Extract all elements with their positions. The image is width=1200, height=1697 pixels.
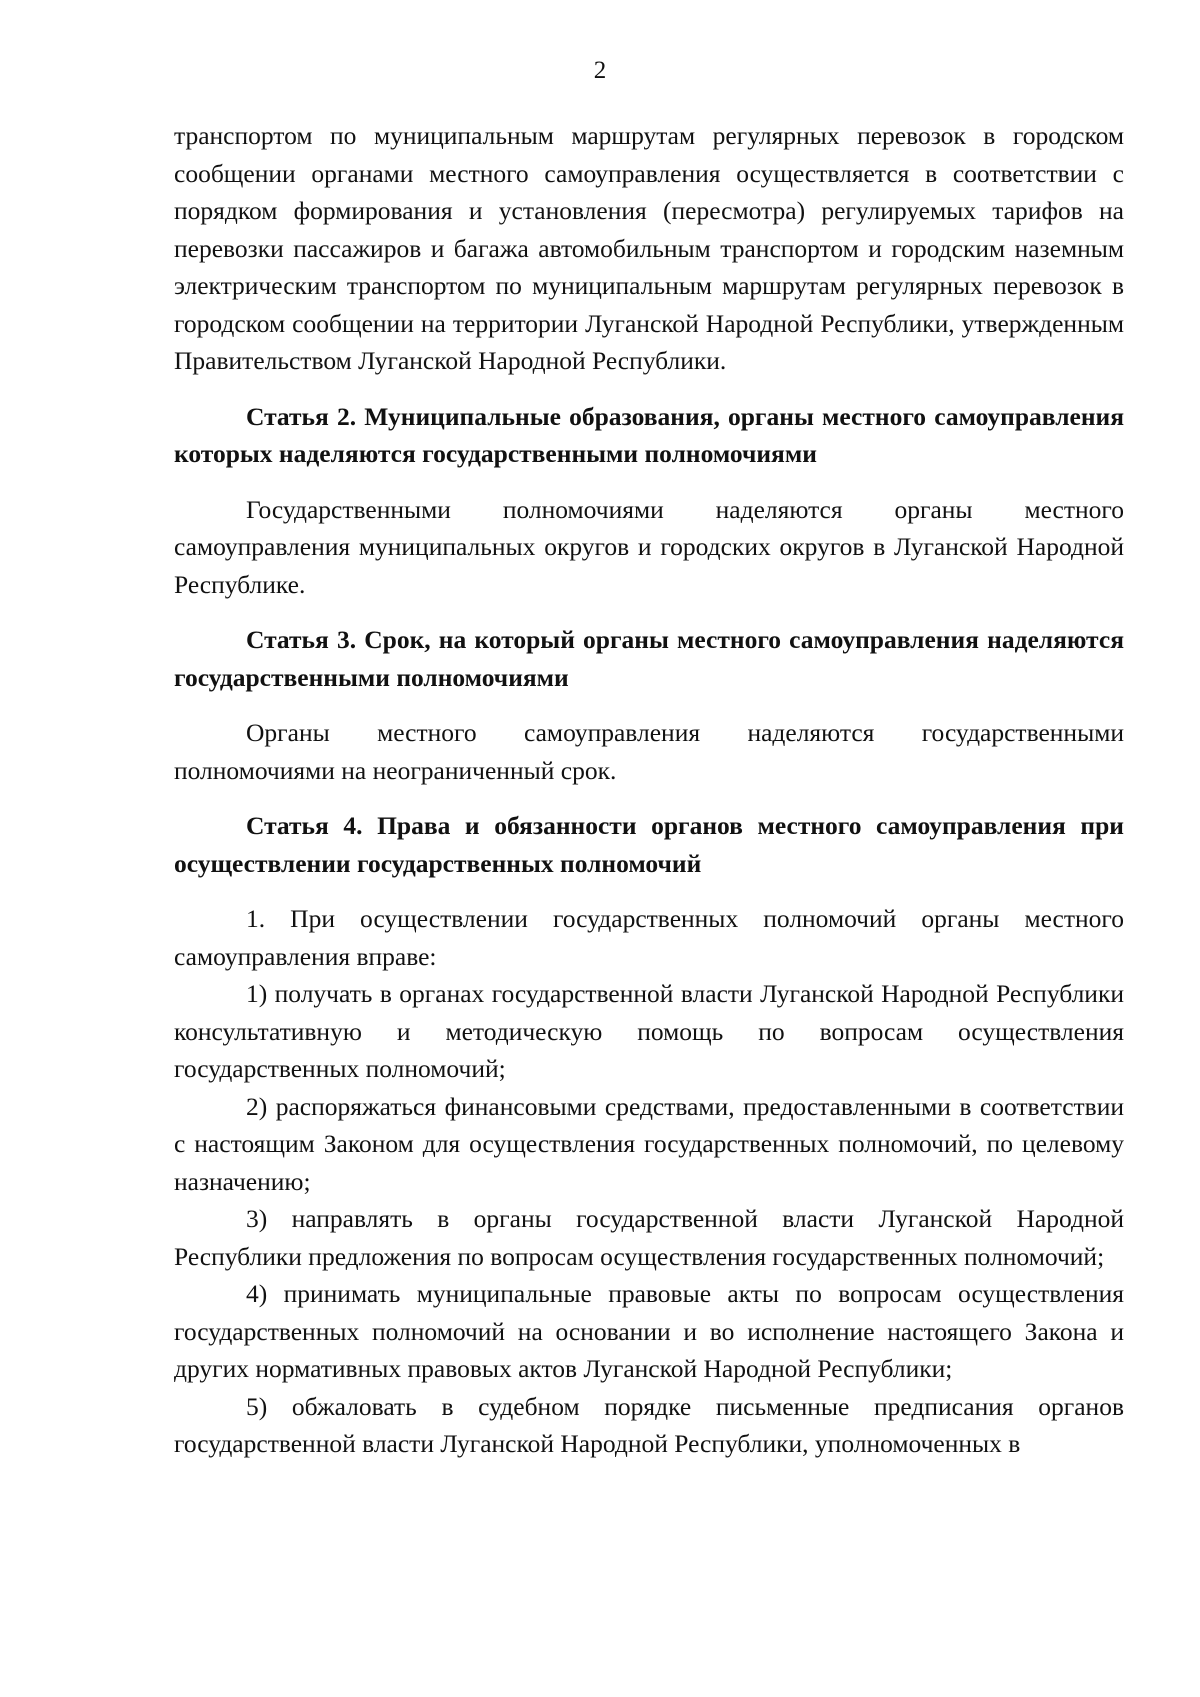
article-4-heading: Статья 4. Права и обязанности органов местного самоуправления при осуществлении государственных полномочий [174, 811, 1124, 878]
article-2-paragraph: Государственными полномочиями наделяются органы местного самоуправления муниципальных округов и городских округов в Луганской Народной Республике. [174, 494, 1124, 599]
article-4-item-2: 2) распоряжаться финансовыми средствами, предоставленными в соответствии с настоящим Законом для осуществления государственных полномочий, по целевому назначению; [174, 1091, 1124, 1196]
article-4-item-3: 3) направлять в органы государственной власти Луганской Народной Республики предложения по вопросам осуществления государственных полномочий; [174, 1204, 1124, 1271]
page-number: 2 [593, 57, 607, 84]
article-4-item-4: 4) принимать муниципальные правовые акты по вопросам осуществления государственных полномочий на основании и во исполнение настоящего Закона и других нормативных правовых актов Луганской Народной Республики; [174, 1279, 1124, 1383]
article-3-paragraph: Органы местного самоуправления наделяются государственными полномочиями на неограниченный срок. [174, 718, 1124, 785]
article-4-item-1: 1) получать в органах государственной власти Луганской Народной Республики консультативную и методическую помощь по вопросам осуществления государственных полномочий; [174, 979, 1124, 1083]
intro-paragraph: транспортом по муниципальным маршрутам регулярных перевозок в городском сообщении органами местного самоуправления осуществляется в соответствии с порядком формирования и установления (пересмотра) регулируемых тарифов на перевозки пассажиров и багажа автомобильным транспортом и городским наземным электрическим транспортом по муниципальным маршрутам регулярных перевозок в городском сообщении на территории Луганской Народной Республики, утвержденным Правительством Луганской Народной Республики. [174, 121, 1124, 375]
document-body [174, 117, 1124, 1463]
article-4-item-5: 5) обжаловать в судебном порядке письменные предписания органов государственной власти Луганской Народной Республики, уполномоченных в [174, 1391, 1124, 1458]
article-2-heading: Статья 2. Муниципальные образования, органы местного самоуправления которых наделяются государственными полномочиями [174, 401, 1124, 468]
article-4-point-1: 1. При осуществлении государственных полномочий органы местного самоуправления вправе: [174, 904, 1124, 971]
article-3-heading: Статья 3. Срок, на который органы местного самоуправления наделяются государственными полномочиями [174, 625, 1124, 692]
